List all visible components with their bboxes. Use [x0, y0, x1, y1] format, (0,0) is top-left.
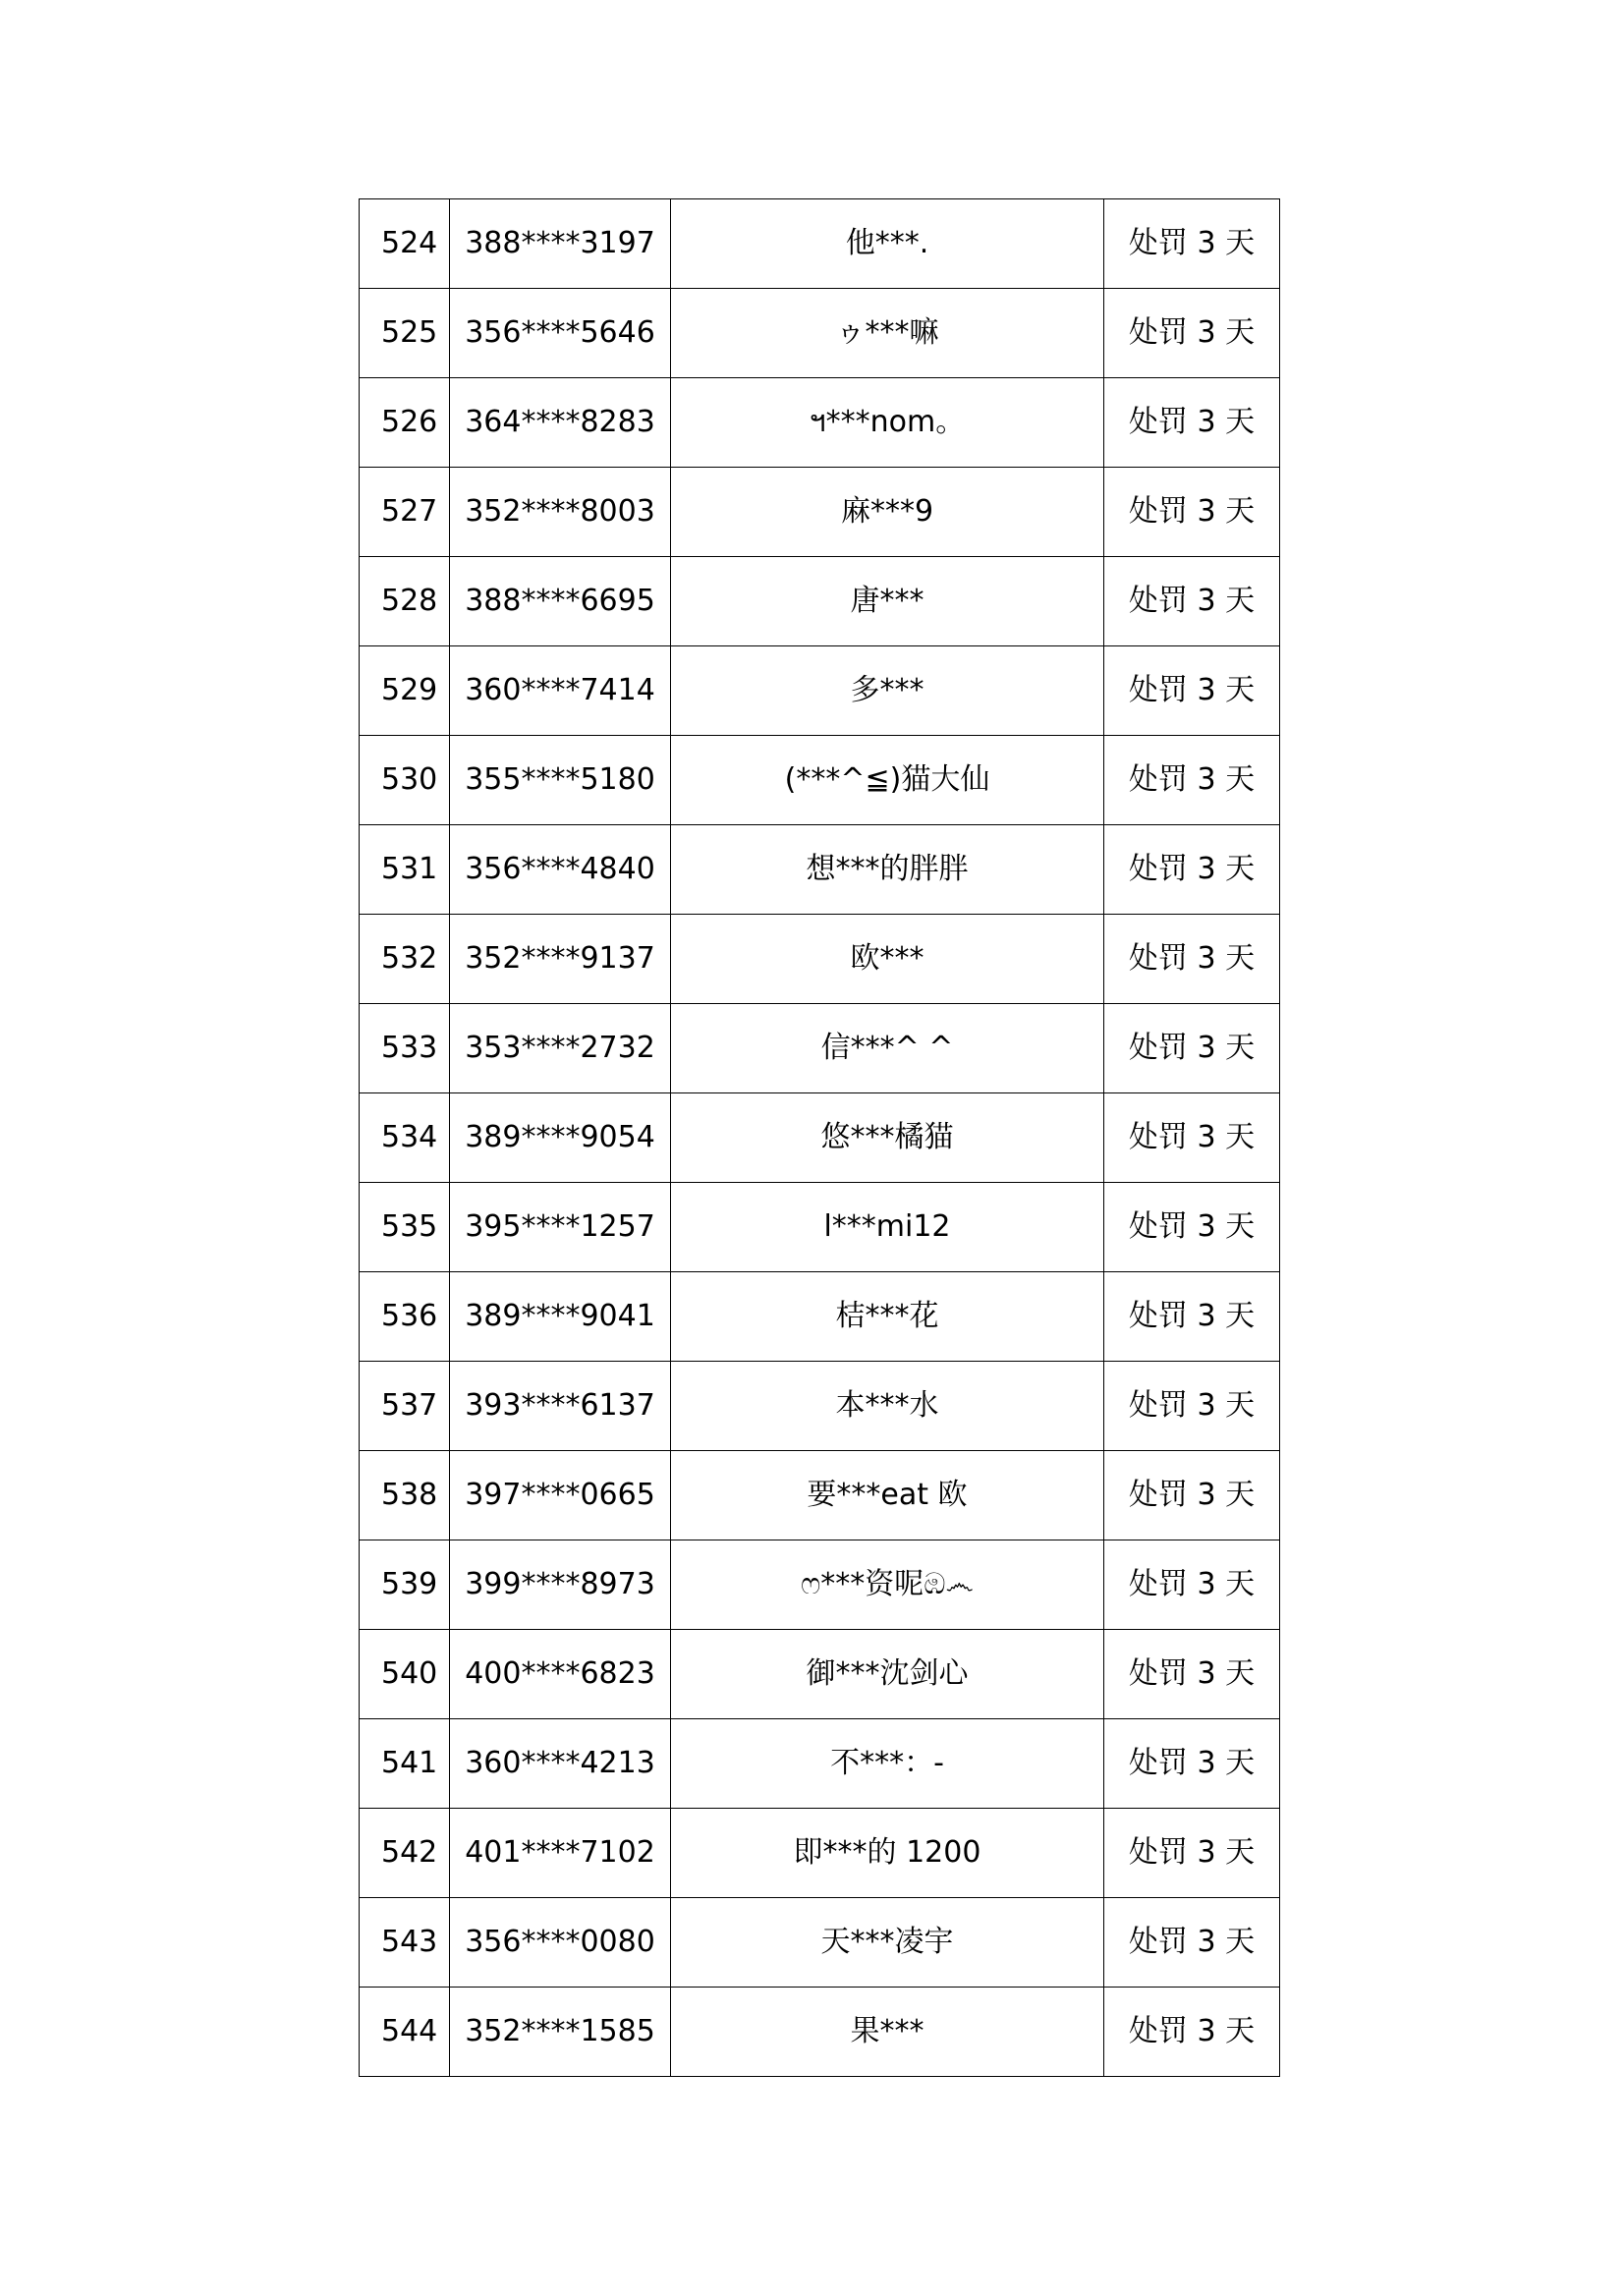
table-row — [360, 1898, 1280, 1988]
penalty-cell: 处罚 3 天 — [1104, 915, 1280, 1004]
account-id-cell: 356****0080 — [450, 1898, 671, 1988]
penalty-cell: 处罚 3 天 — [1104, 1093, 1280, 1183]
penalty-cell: 处罚 3 天 — [1104, 1898, 1280, 1988]
account-id-cell: 356****4840 — [450, 825, 671, 915]
row-number-cell: 543 — [360, 1898, 450, 1988]
table-row — [360, 468, 1280, 557]
nickname-cell: ฯ***nom。 — [671, 378, 1104, 468]
table-row — [360, 736, 1280, 825]
row-number-cell: 537 — [360, 1362, 450, 1451]
nickname-cell: ゥ***嘛 — [671, 289, 1104, 378]
row-number-cell: 532 — [360, 915, 450, 1004]
row-number-cell: 538 — [360, 1451, 450, 1540]
row-number-cell: 526 — [360, 378, 450, 468]
row-number-cell: 542 — [360, 1809, 450, 1898]
nickname-cell: 想***的胖胖 — [671, 825, 1104, 915]
account-id-cell: 389****9041 — [450, 1272, 671, 1362]
row-number-cell: 531 — [360, 825, 450, 915]
account-id-cell: 397****0665 — [450, 1451, 671, 1540]
row-number-cell: 525 — [360, 289, 450, 378]
account-id-cell: 352****8003 — [450, 468, 671, 557]
table-body — [360, 199, 1280, 2077]
account-id-cell: 352****1585 — [450, 1988, 671, 2077]
account-id-cell: 355****5180 — [450, 736, 671, 825]
penalty-cell: 处罚 3 天 — [1104, 1183, 1280, 1272]
table-row — [360, 1272, 1280, 1362]
account-id-cell: 360****4213 — [450, 1719, 671, 1809]
nickname-cell: 御***沈剑心 — [671, 1630, 1104, 1719]
table-row — [360, 289, 1280, 378]
account-id-cell: 356****5646 — [450, 289, 671, 378]
row-number-cell: 539 — [360, 1540, 450, 1630]
nickname-cell: 多*** — [671, 646, 1104, 736]
nickname-cell: 天***凌宇 — [671, 1898, 1104, 1988]
row-number-cell: 544 — [360, 1988, 450, 2077]
nickname-cell: 他***. — [671, 199, 1104, 289]
table-row — [360, 1719, 1280, 1809]
account-id-cell: 400****6823 — [450, 1630, 671, 1719]
row-number-cell: 529 — [360, 646, 450, 736]
penalty-cell: 处罚 3 天 — [1104, 1540, 1280, 1630]
table-row — [360, 1362, 1280, 1451]
penalty-table — [359, 198, 1280, 2077]
row-number-cell: 527 — [360, 468, 450, 557]
nickname-cell: 桔***花 — [671, 1272, 1104, 1362]
nickname-cell: 不***：- — [671, 1719, 1104, 1809]
nickname-cell: 欧*** — [671, 915, 1104, 1004]
table-row — [360, 1093, 1280, 1183]
penalty-cell: 处罚 3 天 — [1104, 1809, 1280, 1898]
table-row — [360, 646, 1280, 736]
table-row — [360, 1988, 1280, 2077]
row-number-cell: 534 — [360, 1093, 450, 1183]
penalty-cell: 处罚 3 天 — [1104, 199, 1280, 289]
penalty-cell: 处罚 3 天 — [1104, 1362, 1280, 1451]
row-number-cell: 540 — [360, 1630, 450, 1719]
table-row — [360, 1540, 1280, 1630]
account-id-cell: 388****3197 — [450, 199, 671, 289]
account-id-cell: 388****6695 — [450, 557, 671, 646]
account-id-cell: 389****9054 — [450, 1093, 671, 1183]
account-id-cell: 399****8973 — [450, 1540, 671, 1630]
nickname-cell: 信***^ ^ — [671, 1004, 1104, 1093]
nickname-cell: 本***水 — [671, 1362, 1104, 1451]
account-id-cell: 401****7102 — [450, 1809, 671, 1898]
row-number-cell: 528 — [360, 557, 450, 646]
nickname-cell: 果*** — [671, 1988, 1104, 2077]
account-id-cell: 364****8283 — [450, 378, 671, 468]
row-number-cell: 536 — [360, 1272, 450, 1362]
penalty-cell: 处罚 3 天 — [1104, 646, 1280, 736]
nickname-cell: 麻***9 — [671, 468, 1104, 557]
table-row — [360, 1451, 1280, 1540]
nickname-cell: 唐*** — [671, 557, 1104, 646]
penalty-cell: 处罚 3 天 — [1104, 1004, 1280, 1093]
table-row — [360, 199, 1280, 289]
penalty-cell: 处罚 3 天 — [1104, 468, 1280, 557]
penalty-cell: 处罚 3 天 — [1104, 557, 1280, 646]
table-row — [360, 825, 1280, 915]
penalty-cell: 处罚 3 天 — [1104, 1451, 1280, 1540]
penalty-cell: 处罚 3 天 — [1104, 736, 1280, 825]
nickname-cell: (***^≦)猫大仙 — [671, 736, 1104, 825]
penalty-cell: 处罚 3 天 — [1104, 1272, 1280, 1362]
table-row — [360, 1183, 1280, 1272]
nickname-cell: 悠***橘猫 — [671, 1093, 1104, 1183]
account-id-cell: 393****6137 — [450, 1362, 671, 1451]
row-number-cell: 541 — [360, 1719, 450, 1809]
table-row — [360, 915, 1280, 1004]
row-number-cell: 524 — [360, 199, 450, 289]
penalty-cell: 处罚 3 天 — [1104, 1719, 1280, 1809]
nickname-cell: l***mi12 — [671, 1183, 1104, 1272]
penalty-cell: 处罚 3 天 — [1104, 378, 1280, 468]
nickname-cell: 即***的 1200 — [671, 1809, 1104, 1898]
penalty-cell: 处罚 3 天 — [1104, 1988, 1280, 2077]
account-id-cell: 353****2732 — [450, 1004, 671, 1093]
row-number-cell: 530 — [360, 736, 450, 825]
row-number-cell: 535 — [360, 1183, 450, 1272]
account-id-cell: 395****1257 — [450, 1183, 671, 1272]
nickname-cell: 要***eat 欧 — [671, 1451, 1104, 1540]
penalty-cell: 处罚 3 天 — [1104, 289, 1280, 378]
table-row — [360, 378, 1280, 468]
table-row — [360, 557, 1280, 646]
account-id-cell: 360****7414 — [450, 646, 671, 736]
account-id-cell: 352****9137 — [450, 915, 671, 1004]
table-row — [360, 1809, 1280, 1898]
penalty-cell: 处罚 3 天 — [1104, 825, 1280, 915]
nickname-cell: ෆ***资呢ඹ෴ — [671, 1540, 1104, 1630]
table-row — [360, 1004, 1280, 1093]
penalty-cell: 处罚 3 天 — [1104, 1630, 1280, 1719]
row-number-cell: 533 — [360, 1004, 450, 1093]
table-row — [360, 1630, 1280, 1719]
